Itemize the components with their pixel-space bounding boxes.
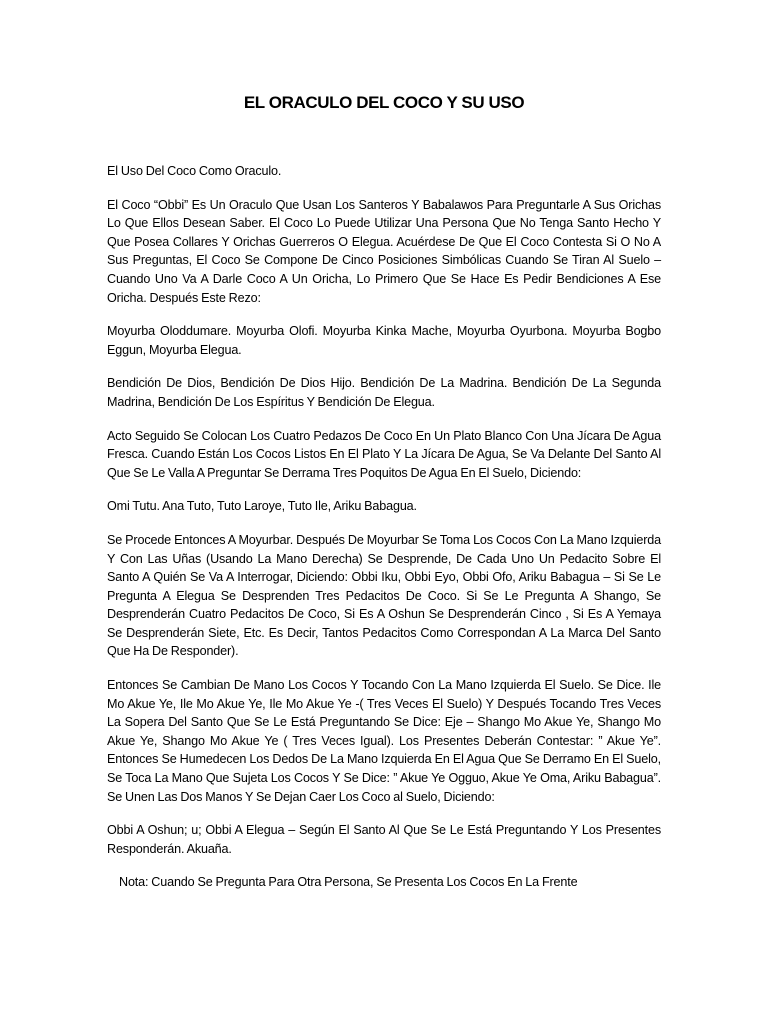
paragraph-intro: El Uso Del Coco Como Oraculo. [107,164,282,178]
document-title: EL ORACULO DEL COCO Y SU USO [243,93,525,112]
paragraph-procedure: Se Procede Entonces A Moyurbar. Después De Moyurbar Se Toma Los Cocos Con La Mano Izquierda Y Con Las Uñas (Usando La Mano Derecha) Se Desprende, De Cada Uno Un Pedacito Sobre El Santo A Quién Se Va A Interrogar, Diciendo: Obbi Iku, Obbi Eyo, Obbi Ofo, Ariku Babagua – Si Se Le Pregunta A Elegua Se Desprenden Tres Pedacitos De Coco. Si Se Le Pregunta A Shango, Se Desprenderán Cuatro Pedacitos De Coco, Si Es A Oshun Se Desprenderán Cinco , Si Es A Yemaya Se Desprenderán Siete, Etc. Es Decir, Tantos Pedacitos Como Correspondan A La Marca Del Santo Que Ha De Responder). [107,532,661,659]
paragraph-obbi-response: Obbi A Oshun; u; Obbi A Elegua – Según El Santo Al Que Se Le Está Preguntando Y Los Presentes Responderán. Akuaña. [107,823,661,856]
paragraph-blessings: Bendición De Dios, Bendición De Dios Hijo. Bendición De La Madrina. Bendición De La Segunda Madrina, Bendición De Los Espíritus Y Bendición De Elegua. [107,376,661,409]
note-text: Nota: Cuando Se Pregunta Para Otra Persona, Se Presenta Los Cocos En La Frente [119,875,578,890]
paragraph-hand-change: Entonces Se Cambian De Mano Los Cocos Y Tocando Con La Mano Izquierda El Suelo. Se Dice. Ile Mo Akue Ye, Ile Mo Akue Ye, Ile Mo Akue Ye -( Tres Veces El Suelo) Y Después Tocando Tres Veces La Sopera Del Santo Que Se Le Está Preguntando Se Dice: Eje – Shango Mo Akue Ye, Shango Mo Akue Ye, Shango Mo Akue Ye ( Tres Veces Igual). Los Presentes Deberán Contestar: ” Akue Ye”. Entonces Se Humedecen Los Dedos De La Mano Izquierda En El Agua Que Se Derramo En El Suelo, Se Toca La Mano Que Sujeta Los Cocos Y Se Dice: ” Akue Ye Ogguo, Akue Ye Oma, Ariku Babagua”. Se Unen Las Dos Manos Y Se Dejan Caer Los Coco al Suelo, Diciendo: [107,678,661,804]
paragraph-moyurba-prayer: Moyurba Oloddumare. Moyurba Olofi. Moyurba Kinka Mache, Moyurba Oyurbona. Moyurba Bogbo Eggun, Moyurba Elegua. [107,324,661,357]
paragraph-omi-tutu: Omi Tutu. Ana Tuto, Tuto Laroye, Tuto Ile, Ariku Babagua. [107,499,417,514]
paragraph-preparation: Acto Seguido Se Colocan Los Cuatro Pedazos De Coco En Un Plato Blanco Con Una Jícara De Agua Fresca. Cuando Están Los Cocos Listos En El Plato Y La Jícara De Agua, Se Va Delante Del Santo Al Que Se Le Valla A Preguntar Se Derrama Tres Poquitos De Agua En El Suelo, Diciendo: [107,428,661,480]
document-page [107,92,661,892]
paragraph-description: El Coco “Obbi” Es Un Oraculo Que Usan Los Santeros Y Babalawos Para Preguntarle A Sus Orichas Lo Que Ellos Desean Saber. El Coco Lo Puede Utilizar Una Persona Que No Tenga Santo Hecho Y Que Posea Collares Y Orichas Guerreros O Elegua. Acuérdese De Que El Coco Contesta Si O No A Sus Preguntas, El Coco Se Compone De Cinco Posiciones Simbólicas Cuando Se Tiran Al Suelo – Cuando Uno Va A Darle Coco A Un Oricha, Lo Primero Que Se Hace Es Pedir Bendiciones A Ese Oricha. Después Este Rezo: [107,197,661,305]
